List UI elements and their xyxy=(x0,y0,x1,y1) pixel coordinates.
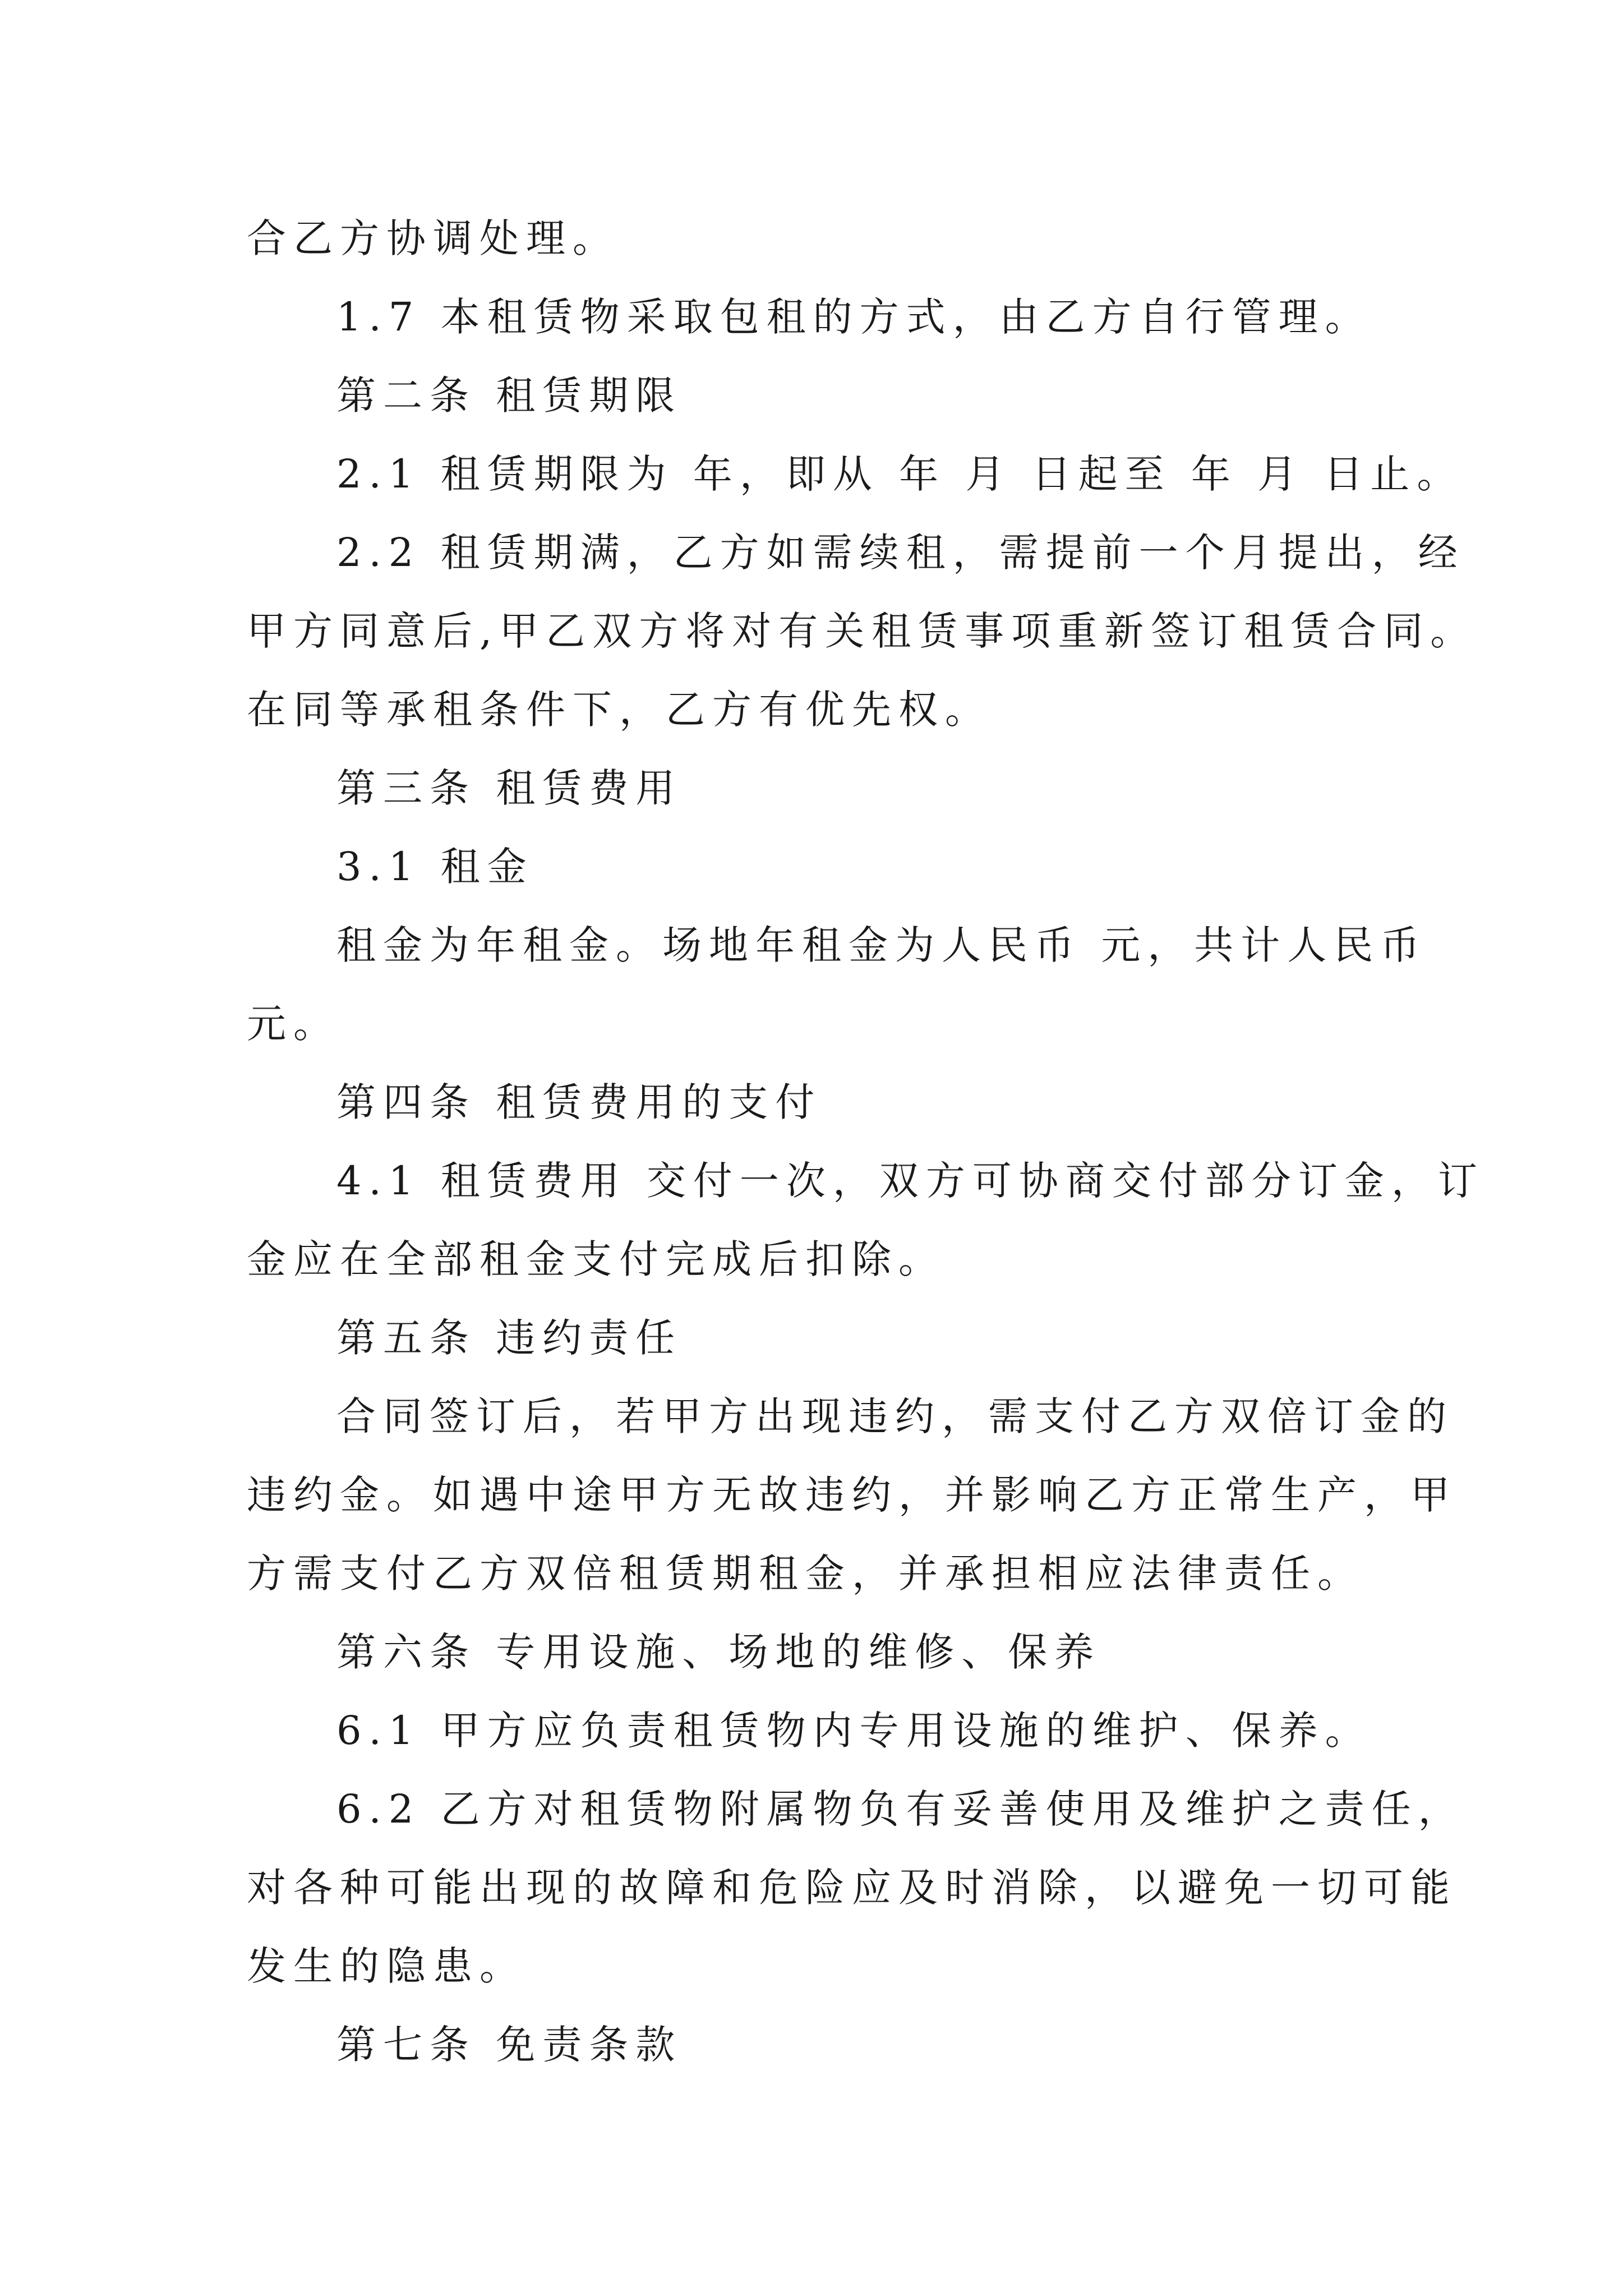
text-line: 第三条 租赁费用 xyxy=(336,765,683,811)
text-line: 金应在全部租金支付完成后扣除。 xyxy=(247,1236,945,1282)
text-line: 合乙方协调处理。 xyxy=(247,215,619,261)
text-line: 第七条 免责条款 xyxy=(336,2022,683,2068)
text-line: 2.1 租赁期限为 年，即从 年 月 日起至 年 月 日止。 xyxy=(336,451,1464,497)
text-line: 甲方同意后,甲乙双方将对有关租赁事项重新签订租赁合同。 xyxy=(247,608,1477,654)
text-line: 元。 xyxy=(247,1001,340,1047)
text-line: 4.1 租赁费用 交付一次，双方可协商交付部分订金，订 xyxy=(336,1158,1484,1204)
text-line: 第四条 租赁费用的支付 xyxy=(336,1079,822,1125)
document-body xyxy=(247,199,1484,2084)
text-line: 6.2 乙方对租赁物附属物负有妥善使用及维护之责任， xyxy=(336,1786,1465,1832)
text-line: 租金为年租金。场地年租金为人民币 元，共计人民币 xyxy=(336,922,1427,968)
text-line: 第五条 违约责任 xyxy=(336,1315,683,1361)
text-line: 2.2 租赁期满，乙方如需续租，需提前一个月提出，经 xyxy=(336,530,1465,576)
text-line: 发生的隐患。 xyxy=(247,1943,526,1989)
text-line: 合同签订后，若甲方出现违约，需支付乙方双倍订金的 xyxy=(336,1393,1454,1439)
text-line: 第二条 租赁期限 xyxy=(336,372,683,418)
text-line: 在同等承租条件下，乙方有优先权。 xyxy=(247,687,992,733)
text-line: 6.1 甲方应负责租赁物内专用设施的维护、保养。 xyxy=(336,1708,1372,1754)
text-line: 3.1 租金 xyxy=(336,844,534,890)
text-line: 对各种可能出现的故障和危险应及时消除，以避免一切可能 xyxy=(247,1865,1457,1911)
text-line: 方需支付乙方双倍租赁期租金，并承担相应法律责任。 xyxy=(247,1550,1364,1596)
text-line: 违约金。如遇中途甲方无故违约，并影响乙方正常生产，甲 xyxy=(247,1472,1457,1518)
text-line: 1.7 本租赁物采取包租的方式，由乙方自行管理。 xyxy=(336,294,1372,340)
text-line: 第六条 专用设施、场地的维修、保养 xyxy=(336,1629,1101,1675)
